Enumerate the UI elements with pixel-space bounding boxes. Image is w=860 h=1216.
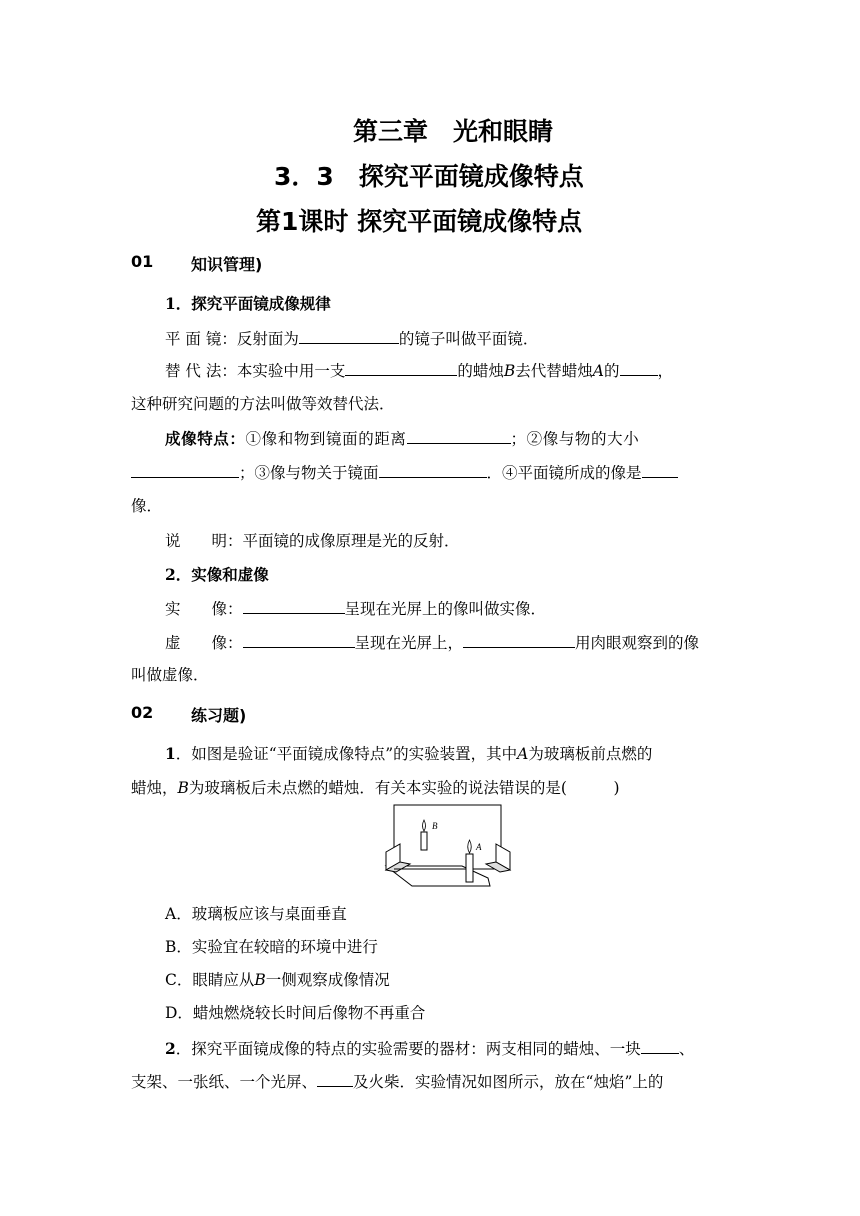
real-image-definition: 实 像： 呈现在光屏上的像叫做实像． — [165, 600, 547, 618]
blank-line[interactable] — [243, 598, 345, 614]
substitution-method: 替 代 法：本实验中用一支 的蜡烛B去代替蜡烛A的 ， — [165, 362, 674, 380]
question-2-line2: 支架、一张纸、一个光屏、 及火柴．实验情况如图所示，放在“烛焰”上的 — [131, 1073, 664, 1091]
candle-a — [466, 854, 473, 882]
glass-plate — [394, 805, 501, 869]
note: 说 明：平面镜的成像原理是光的反射． — [165, 532, 460, 550]
blank-line[interactable] — [407, 428, 511, 444]
candle-b-flame — [423, 820, 426, 831]
option-b[interactable]: B．实验宜在较暗的环境中进行 — [165, 938, 378, 956]
blank-line[interactable] — [317, 1071, 353, 1087]
lesson-title: 第1课时 探究平面镜成像特点 — [256, 207, 583, 236]
imaging-features-line3: 像． — [131, 497, 163, 515]
section-01-heading: 知识管理) — [191, 255, 263, 274]
figure-label-b: B — [432, 821, 438, 831]
blank-line[interactable] — [243, 632, 355, 648]
blank-line[interactable] — [463, 632, 575, 648]
blank-line[interactable] — [379, 462, 487, 478]
chapter-title: 第三章 光和眼睛 — [353, 117, 554, 146]
virtual-image-definition: 虚 像： 呈现在光屏上， 用肉眼观察到的像 — [165, 634, 700, 652]
mirror-experiment-figure — [378, 804, 518, 892]
section-02-number: 02 — [131, 703, 154, 722]
imaging-features-line2: ；③像与物关于镜面 ．④平面镜所成的像是 — [131, 461, 678, 483]
mirror-definition: 平 面 镜：反射面为 的镜子叫做平面镜． — [165, 330, 539, 348]
blank-line[interactable] — [131, 462, 239, 478]
candle-a-flame — [468, 840, 472, 853]
knowledge-item-1: 1．探究平面镜成像规律 — [165, 294, 331, 313]
substitution-method-line2: 这种研究问题的方法叫做等效替代法． — [131, 395, 395, 413]
option-c[interactable]: C．眼睛应从B一侧观察成像情况 — [165, 971, 390, 989]
question-2: 2．探究平面镜成像的特点的实验需要的器材：两支相同的蜡烛、一块 、 — [165, 1039, 695, 1058]
section-01-number: 01 — [131, 252, 154, 271]
figure-label-a: A — [476, 842, 482, 852]
virtual-image-definition-line2: 叫做虚像． — [131, 666, 209, 684]
section-title: 3．3 探究平面镜成像特点 — [274, 162, 584, 191]
candle-b — [421, 832, 427, 850]
blank-line[interactable] — [345, 360, 457, 376]
section-02-heading: 练习题) — [191, 706, 247, 725]
question-1: 1．如图是验证“平面镜成像特点”的实验装置，其中A为玻璃板前点燃的 — [165, 744, 653, 763]
blank-line[interactable] — [642, 462, 678, 478]
question-1-line2: 蜡烛，B为玻璃板后未点燃的蜡烛．有关本实验的说法错误的是( ) — [131, 779, 620, 797]
knowledge-item-2: 2．实像和虚像 — [165, 565, 269, 584]
blank-line[interactable] — [620, 360, 658, 376]
blank-line[interactable] — [299, 328, 399, 344]
blank-line[interactable] — [641, 1038, 679, 1054]
option-a[interactable]: A．玻璃板应该与桌面垂直 — [165, 905, 347, 923]
option-d[interactable]: D．蜡烛燃烧较长时间后像物不再重合 — [165, 1004, 426, 1022]
imaging-features: 成像特点：①像和物到镜面的距离 ；②像与物的大小 — [165, 429, 640, 448]
